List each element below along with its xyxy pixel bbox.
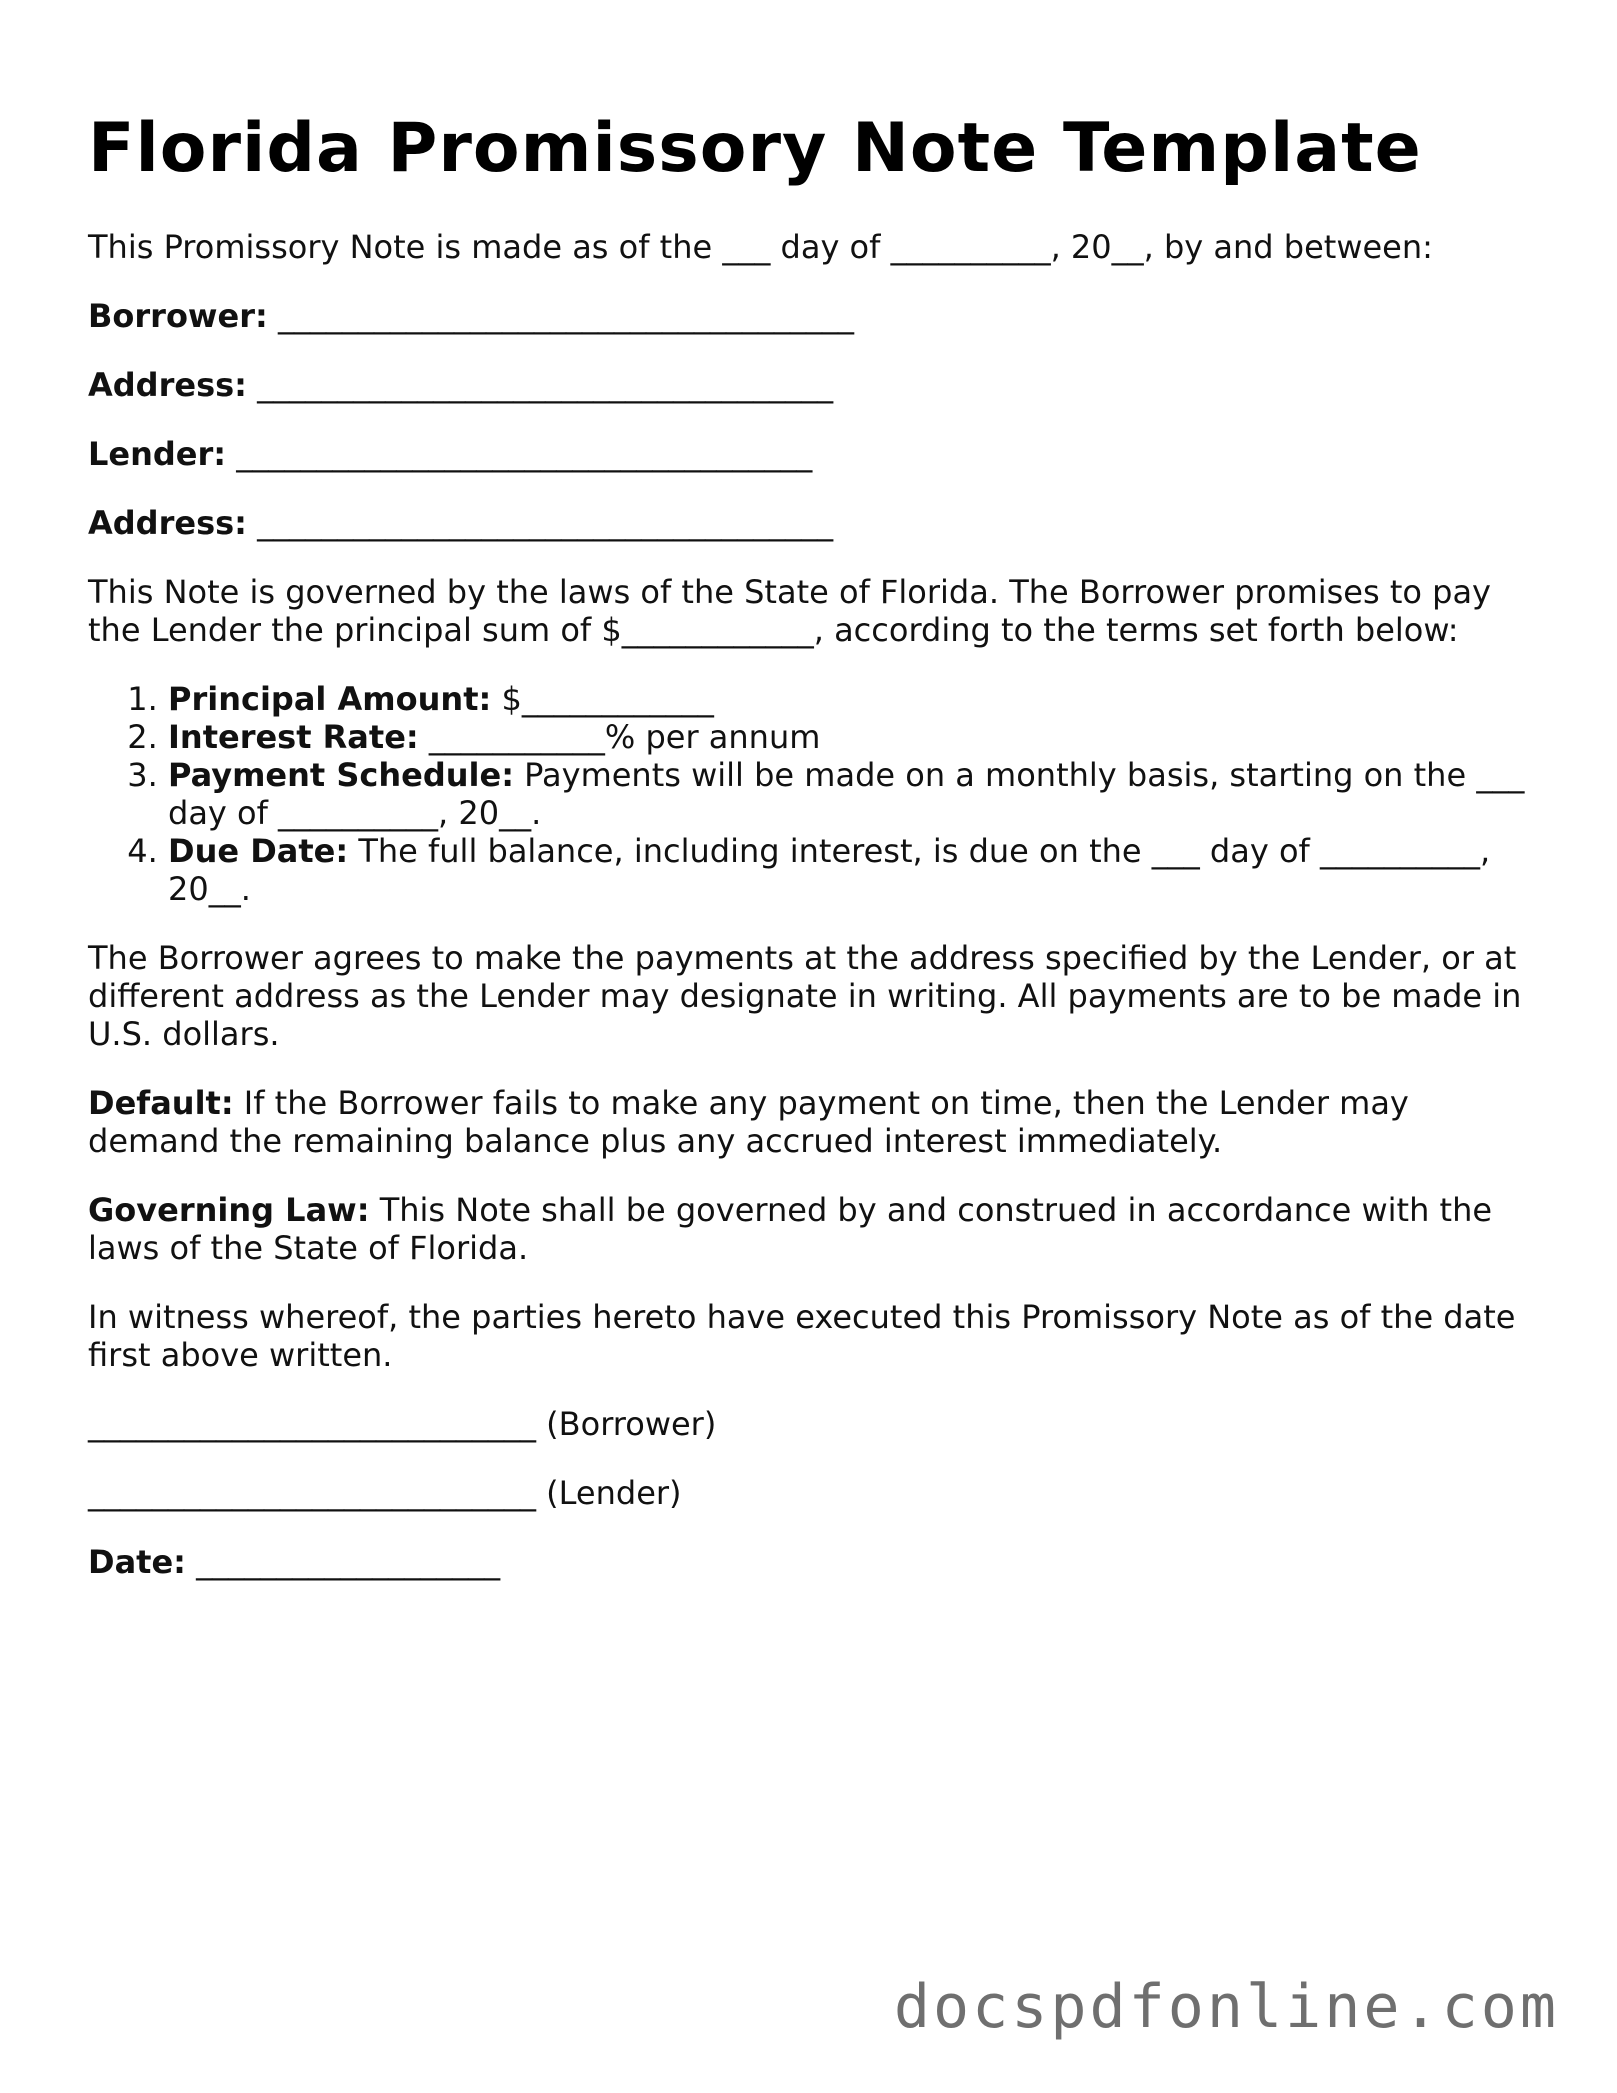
date-line (88, 1543, 1528, 1581)
list-item (168, 832, 1528, 908)
party-lender-address-label: Address: (88, 503, 247, 542)
party-lender-address-blank: ____________________________________ (257, 503, 834, 542)
party-borrower (88, 297, 1528, 335)
term-interest-label: Interest Rate: (168, 717, 419, 756)
term-principal-label: Principal Amount: (168, 679, 492, 718)
governing-law-text: This Note shall be governed by and construed in accordance with the laws of the State of Florida. (88, 1190, 1493, 1267)
payment-paragraph: The Borrower agrees to make the payments at the address specified by the Lender, or at different address as the Lender may designate in writing. All payments are to be made in U.S. dollars. (88, 938, 1522, 1053)
list-item (168, 756, 1528, 832)
date-line-blank: ___________________ (185, 1542, 501, 1581)
term-interest-text: ___________% per annum (418, 717, 821, 756)
party-lender-address (88, 504, 1528, 542)
signature-lender-role: (Lender) (536, 1473, 682, 1512)
signature-lender-blank: ____________________________ (88, 1473, 536, 1512)
party-borrower-blank: ____________________________________ (277, 296, 854, 335)
watermark-text: docspdfonline.com (893, 1972, 1559, 2042)
default-clause-label: Default: (88, 1083, 234, 1122)
term-schedule-text: Payments will be made on a monthly basis, starting on the ___ day of __________, 20__. (168, 755, 1525, 832)
signature-borrower-role: (Borrower) (536, 1404, 717, 1443)
document-page (88, 108, 1528, 1612)
terms-list (88, 680, 1528, 908)
list-item (168, 718, 1528, 756)
signature-lender (88, 1474, 1528, 1512)
party-lender-blank: ____________________________________ (236, 434, 813, 473)
document-title: Florida Promissory Note Template (88, 109, 1422, 188)
list-item (168, 680, 1528, 718)
party-borrower-address (88, 366, 1528, 404)
default-clause (88, 1084, 1528, 1160)
party-borrower-address-blank: ____________________________________ (257, 365, 834, 404)
party-lender-label: Lender: (88, 434, 227, 473)
party-borrower-address-label: Address: (88, 365, 247, 404)
governing-intro-paragraph: This Note is governed by the laws of the State of Florida. The Borrower promises to pay the Lender the principal sum of $____________, according to the terms set forth below: (88, 572, 1491, 649)
signature-borrower (88, 1405, 1528, 1443)
term-due-date-text: The full balance, including interest, is due on the ___ day of __________, 20__. (168, 831, 1491, 908)
signature-borrower-blank: ____________________________ (88, 1404, 536, 1443)
term-due-date-label: Due Date: (168, 831, 349, 870)
date-line-label: Date: (88, 1542, 186, 1581)
intro-paragraph: This Promissory Note is made as of the ___ day of __________, 20__, by and between: (88, 227, 1433, 266)
party-borrower-label: Borrower: (88, 296, 268, 335)
party-lender (88, 435, 1528, 473)
witness-paragraph: In witness whereof, the parties hereto have executed this Promissory Note as of the date first above written. (88, 1297, 1516, 1374)
term-schedule-label: Payment Schedule: (168, 755, 514, 794)
governing-law-label: Governing Law: (88, 1190, 370, 1229)
governing-law-clause (88, 1191, 1528, 1267)
term-principal-text: $____________ (491, 679, 714, 718)
default-clause-text: If the Borrower fails to make any payment on time, then the Lender may demand the remaining balance plus any accrued interest immediately. (88, 1083, 1409, 1160)
